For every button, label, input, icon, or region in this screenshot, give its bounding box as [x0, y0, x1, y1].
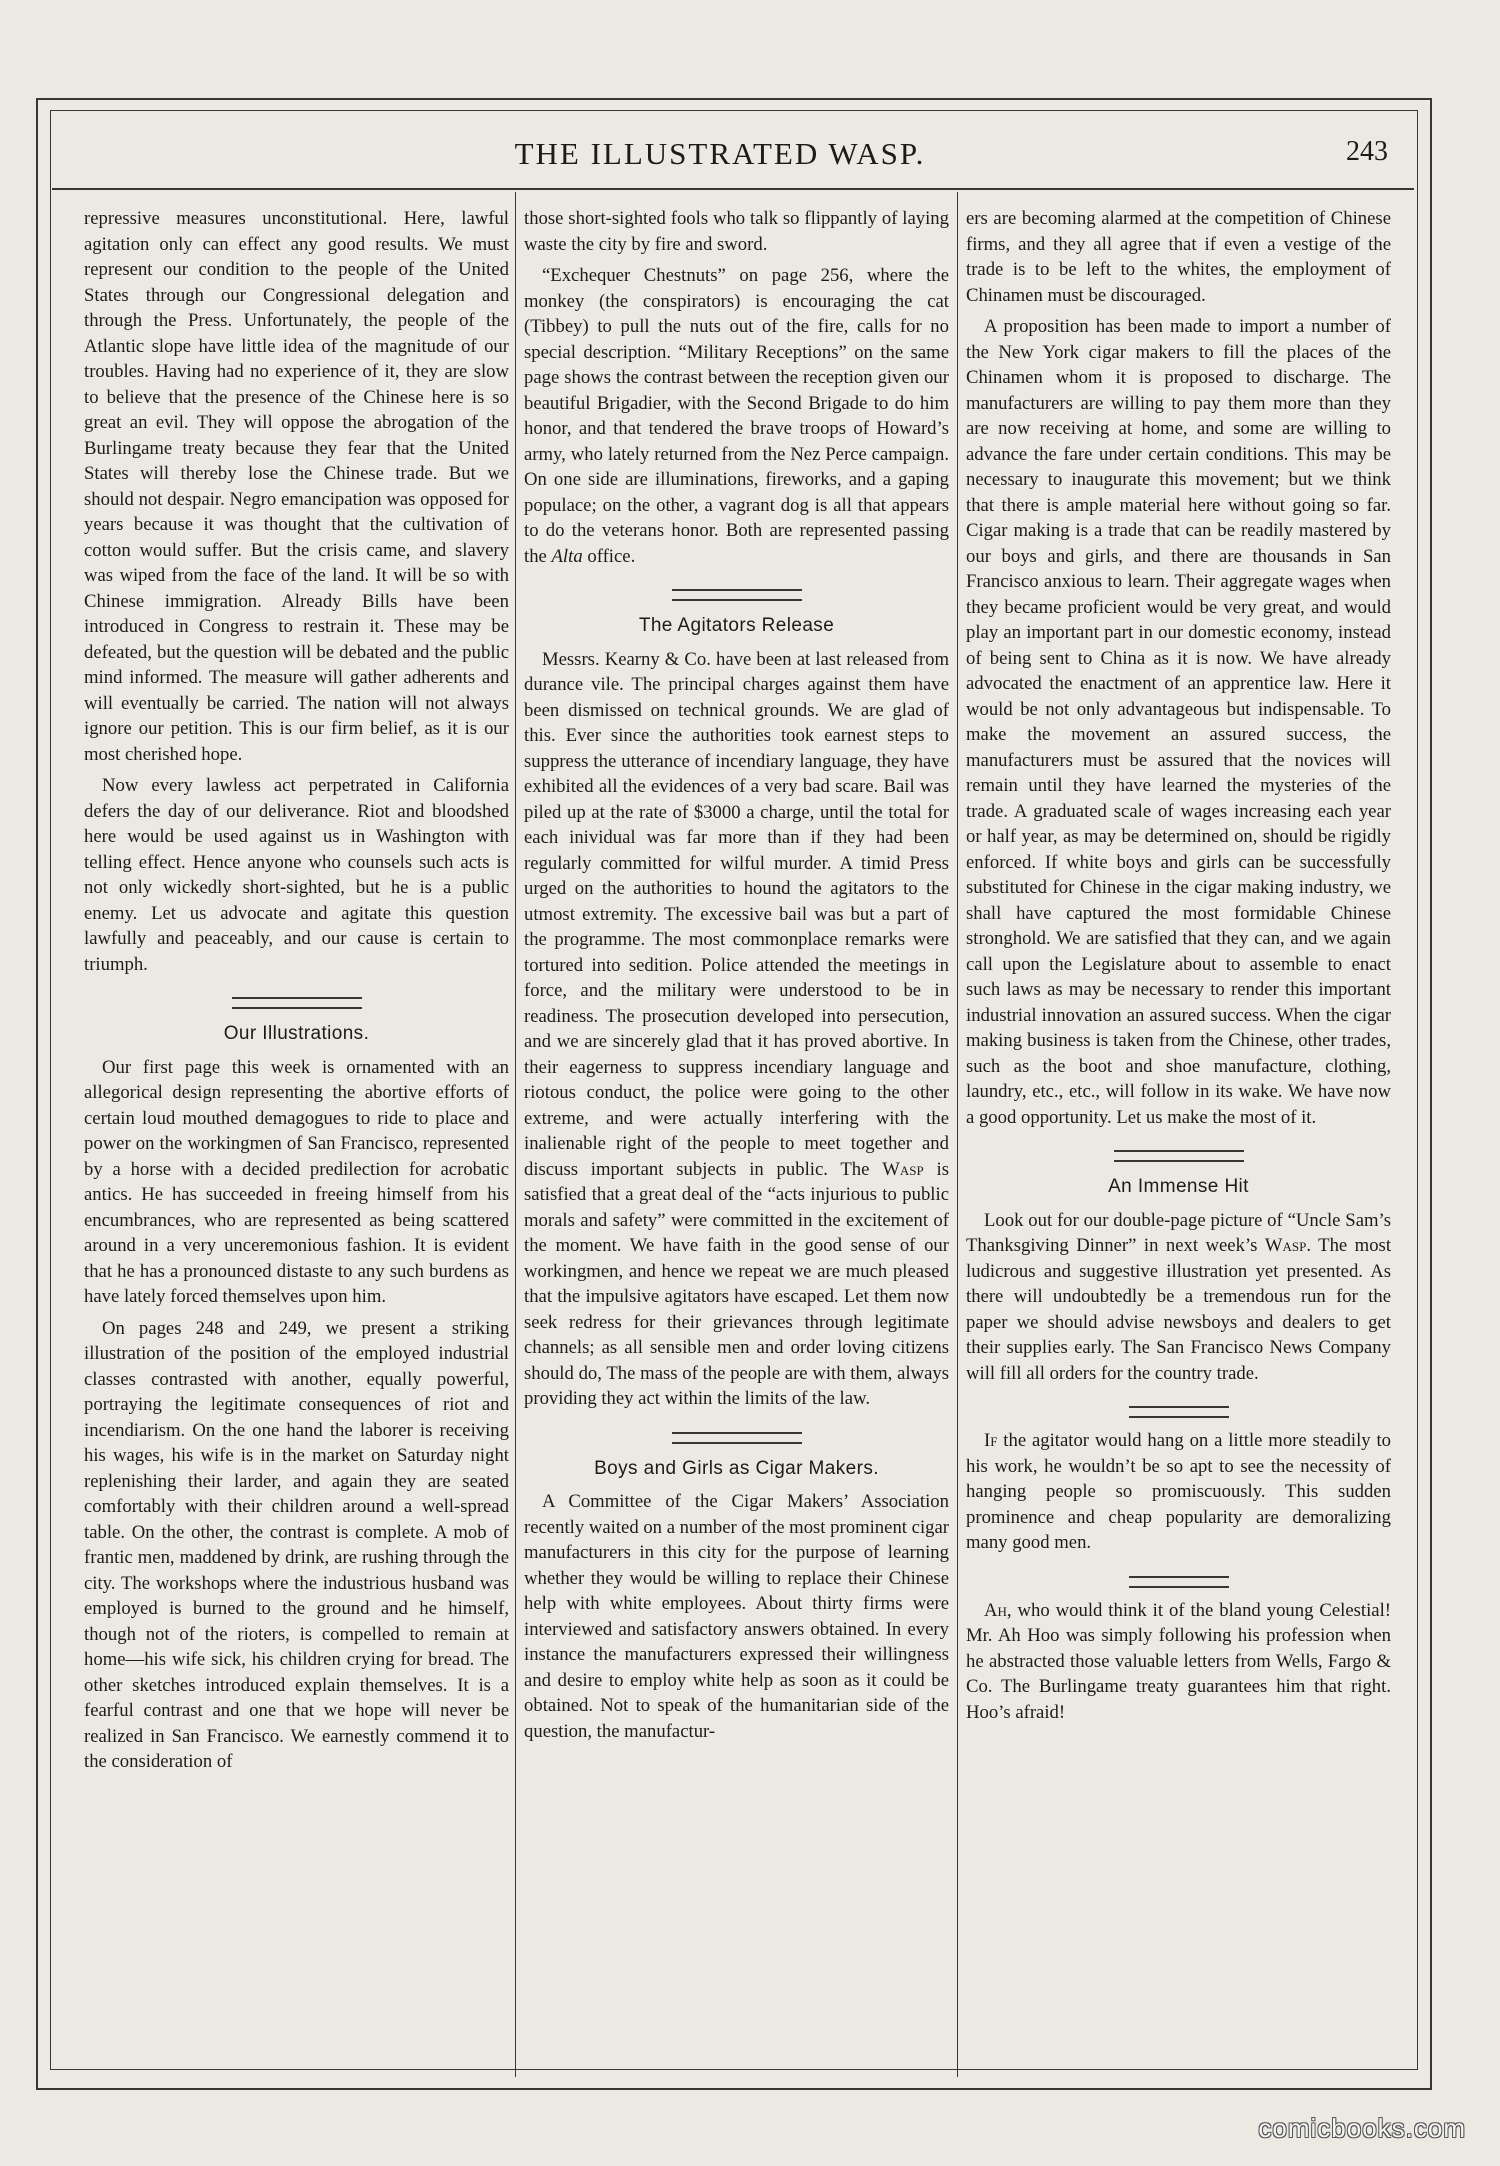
paragraph [524, 647, 949, 1412]
column-rule-1 [515, 192, 516, 2077]
page-header [52, 136, 1388, 172]
heading-our-illustrations: Our Illustrations. [223, 1023, 370, 1044]
column-3 [966, 206, 1391, 1725]
paragraph [524, 263, 949, 569]
italic-text: Alta [551, 545, 583, 567]
heading-agitators-release: The Agitators Release [638, 615, 835, 636]
masthead-title: THE ILLUSTRATED WASP. [514, 136, 926, 171]
section-separator [1129, 1576, 1229, 1588]
text-run: “Exchequer Chestnuts” on page 256, where the monkey (the conspirators) is encouraging the cat (Tibbey) to pull the nuts out of the fire, calls for no special description. “Military Receptions” on the same page shows the contrast between the reception given our beautiful Brigadier, with the Second Brigade to do him honor, and that tendered the brave troops of Howard’s army, who lately returned from the Nez Perce campaign. On one side are illuminations, fireworks, and a gaping populace; on the other, a vagrant dog is all that appears to do the veterans honor. Both are represented passing the [524, 265, 949, 567]
text-run: , who would think it of the bland young Celestial! Mr. Ah Hoo was simply following his profession when he abstracted those valuable letters from Wells, Fargo & Co. The Burlingame treaty guarantees him that right. Hoo’s afraid! [966, 1599, 1391, 1723]
paragraph: repressive measures unconstitutional. Here, lawful agitation only can effect any good results. We must represent our condition to the people of the United States through our Congressional delegation and through the Press. Unfortunately, the people of the Atlantic slope have little idea of the magnitude of our troubles. Having had no experience of it, they are slow to believe that the presence of the Chinese here is so great an evil. They will oppose the abrogation of the Burlingame treaty because they fear that the United States will thereby lose the Chinese trade. But we should not despair. Negro emancipation was opposed for years because it was thought that the cultivation of cotton would suffer. But the crisis came, and slavery was wiped from the face of the land. It will be so with Chinese immigration. Already Bills have been introduced in Congress to restrain it. These may be defeated, but the question will be debated and the public mind informed. The measure will gather adherents and will eventually be carried. The nation will not always ignore our petition. This is our firm belief, as it is our most cherished hope. [84, 208, 509, 765]
text-run: Messrs. Kearny & Co. have been at last released from durance vile. The principal charges against them have been dismissed on technical grounds. We are glad of this. Ever since the authorities took earnest steps to suppress the utterance of incendiary language, they have exhibited all the evidences of a very bad scare. Bail was piled up at the rate of $3000 a charge, until the total for each inividual was far more than if they had been regularly committed for wilful murder. A timid Press urged on the authorities to hound the agitators to the utmost extremity. The excessive bail was but a part of the programme. The most commonplace remarks were tortured into sedition. Police attended the meetings in force, and the military were understood to be in readiness. The prosecution developed into persecution, and we are sincerely glad that it has proved abortive. In their eagerness to suppress incendiary language and riotous conduct, the police were going to the other extreme, and were actually interfering with the inalienable right of the people to meet together and discuss important subjects in public. The [524, 648, 949, 1180]
paragraph [966, 1428, 1391, 1556]
section-separator [672, 589, 802, 601]
column-1 [84, 206, 509, 1775]
small-caps-text: Wasp [882, 1158, 924, 1180]
heading-boys-and-girls: Boys and Girls as Cigar Makers. [594, 1457, 879, 1479]
small-caps-text: Wasp [1264, 1235, 1307, 1256]
paragraph: those short-sighted fools who talk so flippantly of laying waste the city by fire and sword. [524, 208, 949, 255]
text-run: office. [587, 545, 636, 567]
paragraph [966, 1208, 1391, 1387]
text-run: . The most ludicrous and suggestive illustration yet presented. As there will undoubtedly be a tremendous run for the paper we should advise newsboys and dealers to get their supplies early. The San Francisco News Company will fill all orders for the country trade. [966, 1235, 1392, 1384]
paragraph: On pages 248 and 249, we present a striking illustration of the position of the employed industrial classes contrasted with another, equally powerful, portraying the legitimate consequences of riot and incendiarism. On the one hand the laborer is receiving his wages, his wife is in the market on Saturday night replenishing their larder, and again they are seated comfortably with their children around a well-spread table. On the other, the contrast is complete. A mob of frantic men, maddened by drink, are rushing through the city. The workshops where the industrious husband was employed is burned to the ground and he himself, though not of the rioters, is compelled to remain at home—his wife sick, his children crying for bread. The other sketches introduced explain themselves. It is a fearful contrast and one that we hope will never be realized in San Francisco. We earnestly commend it to the consideration of [84, 1317, 509, 1772]
paragraph: A Committee of the Cigar Makers’ Association recently waited on a number of the most prominent cigar manufacturers in this city for the purpose of learning whether they would be willing to replace their Chinese help with white employees. About thirty firms were interviewed and satisfactory answers obtained. In every instance the manufacturers expressed their willingness and desire to employ white help as soon as it could be obtained. Not to speak of the humanitarian side of the question, the manufactur- [524, 1491, 950, 1742]
heading-immense-hit: An Immense Hit [1108, 1176, 1249, 1197]
small-caps-text: If [984, 1430, 998, 1451]
section-separator [1129, 1406, 1229, 1418]
section-separator [672, 1432, 802, 1444]
paragraph [966, 1598, 1391, 1726]
section-separator [232, 997, 362, 1009]
column-rule-2 [957, 192, 958, 2077]
text-run: Look out for our double-page picture of “Uncle Sam’s Thanksgiving Dinner” in next week’s [966, 1209, 1391, 1256]
column-2 [524, 206, 949, 1744]
text-run: the agitator would hang on a little more steadily to his work, he wouldn’t be so apt to see the necessity of hanging people so promiscuously. This sudden prominence and cheap popularity are demoralizing many good men. [966, 1430, 1392, 1553]
section-separator [1114, 1150, 1244, 1162]
page-number: 243 [1346, 136, 1388, 167]
paragraph: ers are becoming alarmed at the competition of Chinese firms, and they all agree that if even a vestige of the trade is to be left to the whites, the employment of Chinamen must be discouraged. [966, 208, 1391, 306]
paragraph: Now every lawless act perpetrated in California defers the day of our deliverance. Riot and bloodshed here would be used against us in Washington with telling effect. Hence anyone who counsels such acts is not only wickedly short-sighted, but he is a public enemy. Let us advocate and agitate this question lawfully and peaceably, and our cause is certain to triumph. [84, 775, 509, 975]
watermark: comicbooks.com [1258, 2113, 1466, 2143]
paragraph: Our first page this week is ornamented with an allegorical design representing the abortive efforts of certain loud mouthed demagogues to ride to place and power on the workingmen of San Francisco, represented by a horse with a decided predilection for acrobatic antics. He has succeeded in freeing himself from his encumbrances, who are represented as being scattered around in a very unceremonious fashion. It is evident that he has a pronounced distaste to any such burdens as have lately forced themselves upon him. [84, 1056, 509, 1307]
text-run: is satisfied that a great deal of the “acts injurious to public morals and safety” were committed in the excitement of the moment. We have faith in the good sense of our workingmen, and hence we repeat we are much pleased that the impulsive agitators have escaped. Let them now seek redress for their grievances through legitimate channels; as all sensible men and order loving citizens should do, The mass of the people are with them, always providing they act within the limits of the law. [524, 1158, 950, 1409]
small-caps-text: Ah [984, 1599, 1007, 1621]
header-rule [52, 188, 1414, 190]
paragraph: A proposition has been made to import a number of the New York cigar makers to fill the places of the Chinamen whom it is proposed to discharge. The manufacturers are willing to pay them more than they are now receiving at home, and some are willing to advance the fare under certain conditions. This may be necessary to inaugurate this movement; but we think that there is ample material here without going so far. Cigar making is a trade that can be readily mastered by our boys and girls, and there are thousands in San Francisco anxious to learn. Their aggregate wages when they became proficient would be very great, and would play an important part in our domestic economy, instead of being sent to China as it is now. We have already advocated the enactment of an apprentice law. Here it would be not only advantageous but indispensable. To make the movement an assured success, the manufacturers must be assured that the novices will remain until they have learned the mysteries of the trade. A graduated scale of wages increasing each year or half year, as may be determined on, should be rigidly enforced. If white boys and girls can be successfully substituted for Chinese in the cigar making industry, we shall have captured the most formidable Chinese stronghold. We are satisfied that they can, and we again call upon the Legislature about to assemble to enact such laws as may be necessary to render this important industrial innovation an assured success. When the cigar making business is taken from the Chinese, other trades, such as the boot and shoe manufacture, clothing, laundry, etc., etc., will follow in its wake. We have now a good opportunity. Let us make the most of it. [966, 316, 1391, 1128]
